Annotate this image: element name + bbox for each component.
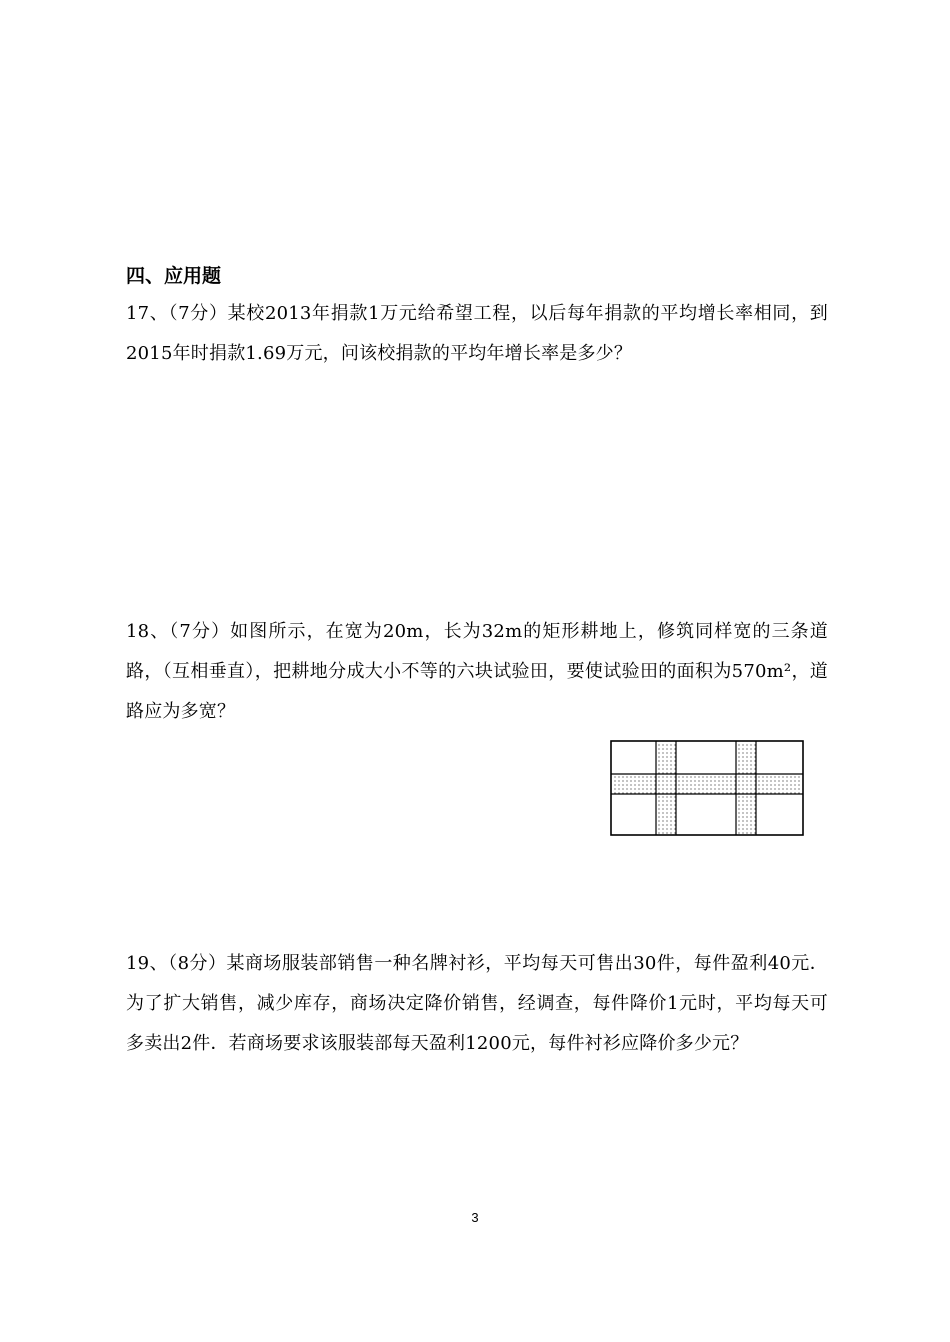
field-roads-figure bbox=[610, 740, 804, 836]
section-title: 四、应用题 bbox=[126, 265, 222, 287]
question-17: 17、（7分）某校2013年捐款1万元给希望工程，以后每年捐款的平均增长率相同，到2015年时捐款1.69万元，问该校捐款的平均年增长率是多少？ bbox=[126, 303, 828, 364]
question-18: 18、（7分）如图所示，在宽为20m，长为32m的矩形耕地上，修筑同样宽的三条道路，（互相垂直），把耕地分成大小不等的六块试验田，要使试验田的面积为570m²，道路应为多宽？ bbox=[126, 621, 828, 722]
horizontal-road bbox=[611, 774, 803, 794]
question-19: 19、（8分）某商场服装部销售一种名牌衬衫，平均每天可售出30件，每件盈利40元．为了扩大销售，减少库存，商场决定降价销售，经调查，每件降价1元时，平均每天可多卖出2件．若商场要求该服装部每天盈利1200元，每件衬衫应降价多少元？ bbox=[126, 953, 828, 1054]
page-number: 3 bbox=[471, 1210, 479, 1225]
